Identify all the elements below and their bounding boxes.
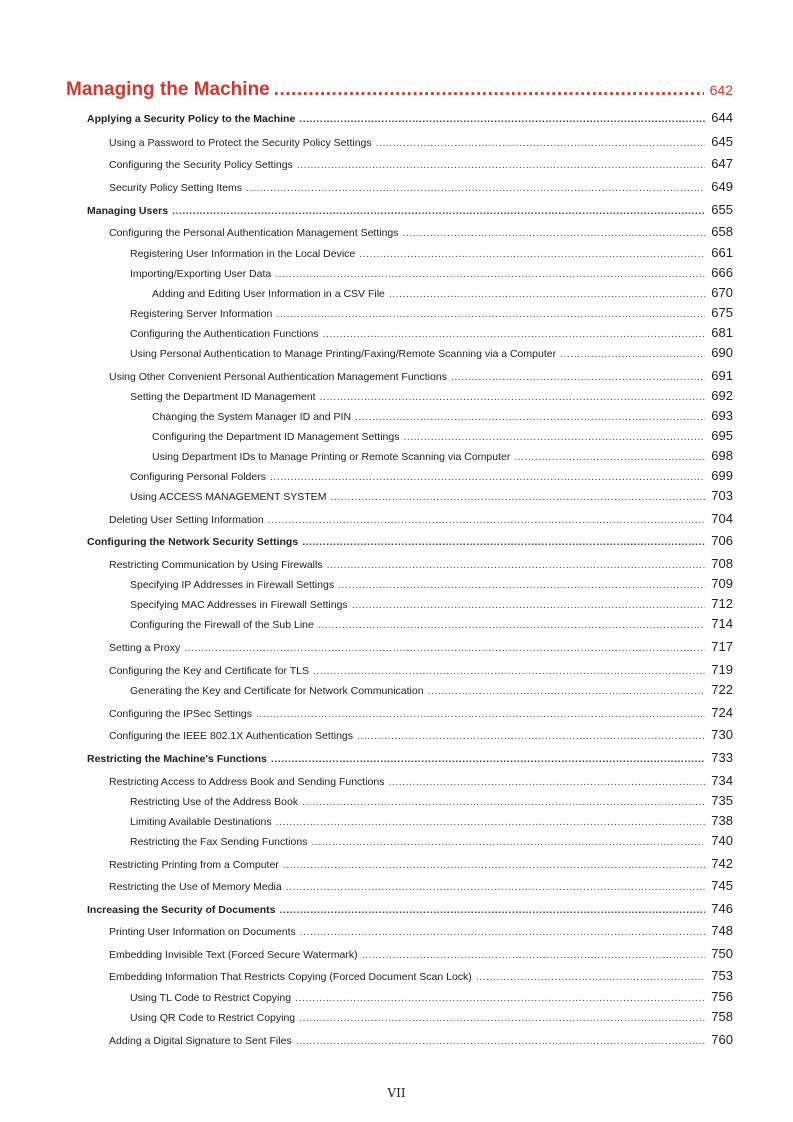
- dot-leader: [476, 971, 705, 983]
- toc-entry-page: 735: [711, 793, 733, 808]
- dot-leader: [357, 730, 705, 742]
- dot-leader: [323, 328, 706, 340]
- toc-entry-page: 760: [711, 1032, 733, 1047]
- toc-entry-title: Using ACCESS MANAGEMENT SYSTEM: [130, 491, 327, 503]
- toc-entry[interactable]: [130, 488, 733, 503]
- toc-entry[interactable]: [109, 773, 733, 788]
- toc-entry-title: Setting the Department ID Management: [130, 391, 316, 403]
- toc-entry[interactable]: [152, 285, 733, 300]
- toc-entry[interactable]: [130, 576, 733, 591]
- toc-entry-page: 690: [711, 345, 733, 360]
- toc-entry-title: Adding a Digital Signature to Sent Files: [109, 1035, 292, 1047]
- toc-entry[interactable]: [87, 202, 733, 217]
- toc-entry-title: Changing the System Manager ID and PIN: [152, 411, 352, 423]
- toc-entry[interactable]: [109, 878, 733, 893]
- dot-leader: [297, 159, 705, 171]
- toc-entry-page: 698: [711, 448, 733, 463]
- toc-entry-title: Restricting the Use of Memory Media: [109, 881, 282, 893]
- dot-leader: [296, 1035, 706, 1047]
- dot-leader: [276, 308, 705, 320]
- toc-entry[interactable]: [109, 705, 733, 720]
- page-number: VII: [387, 1086, 406, 1100]
- dot-leader: [268, 514, 706, 526]
- toc-entry-page: 661: [711, 245, 733, 260]
- toc-entry-title: Restricting the Machine's Functions: [87, 753, 267, 765]
- toc-entry-title: Managing Users: [87, 205, 169, 217]
- dot-leader: [299, 1012, 705, 1024]
- toc-entry-title: Restricting Access to Address Book and Sending Functions: [109, 776, 385, 788]
- dot-leader: [320, 391, 706, 403]
- toc-entry[interactable]: [152, 408, 733, 423]
- dot-leader: [338, 579, 705, 591]
- dot-leader: [318, 619, 705, 631]
- toc-entry-page: 750: [711, 946, 733, 961]
- toc-entry-page: 733: [711, 750, 733, 765]
- toc-entry-title: Adding and Editing User Information in a CSV File: [152, 288, 385, 300]
- dot-leader: [428, 685, 706, 697]
- dot-leader: [283, 859, 705, 871]
- toc-entry[interactable]: [109, 556, 733, 571]
- dot-leader: [295, 992, 705, 1004]
- toc-entry-title: Specifying MAC Addresses in Firewall Settings: [130, 599, 348, 611]
- toc-entry-title: Using TL Code to Restrict Copying: [130, 992, 292, 1004]
- toc-entry-page: 758: [711, 1009, 733, 1024]
- toc-entry-page: 756: [711, 989, 733, 1004]
- toc-entry[interactable]: [130, 989, 733, 1004]
- toc-entry-title: Using Department IDs to Manage Printing or Remote Scanning via Computer: [152, 451, 511, 463]
- toc-entry[interactable]: [87, 901, 733, 916]
- toc-entry-title: Configuring Personal Folders: [130, 471, 266, 483]
- dot-leader: [330, 491, 705, 503]
- toc-entry[interactable]: [87, 110, 733, 125]
- toc-entry[interactable]: [109, 511, 733, 526]
- toc-entry[interactable]: [130, 616, 733, 631]
- dot-leader: [300, 926, 706, 938]
- toc-entry-title: Restricting the Fax Sending Functions: [130, 836, 308, 848]
- dot-leader: [246, 182, 705, 194]
- toc-entry-page: 709: [711, 576, 733, 591]
- toc-entry-title: Configuring the Key and Certificate for TLS: [109, 665, 309, 677]
- toc-entry-page: 670: [711, 285, 733, 300]
- toc-entry-page: 692: [711, 388, 733, 403]
- toc-entry-title: Using Personal Authentication to Manage Printing/Faxing/Remote Scanning via a Computer: [130, 348, 557, 360]
- toc-entry-page: 693: [711, 408, 733, 423]
- dot-leader: [286, 881, 706, 893]
- toc-entry-page: 681: [711, 325, 733, 340]
- toc-entry-page: 742: [711, 856, 733, 871]
- toc-entry-page: 655: [711, 202, 733, 217]
- dot-leader: [352, 599, 706, 611]
- dot-leader: [451, 371, 705, 383]
- toc-entry[interactable]: [87, 533, 733, 548]
- toc-entry-title: Configuring the IEEE 802.1X Authentication Settings: [109, 730, 353, 742]
- toc-entry-title: Configuring the Network Security Settings: [87, 536, 299, 548]
- toc-entry-title: Restricting Communication by Using Firewalls: [109, 559, 323, 571]
- dot-leader: [274, 79, 704, 101]
- toc-entry[interactable]: [130, 468, 733, 483]
- toc-entry[interactable]: [109, 156, 733, 171]
- toc-entry-title: Printing User Information on Documents: [109, 926, 296, 938]
- dot-leader: [362, 949, 706, 961]
- dot-leader: [389, 288, 705, 300]
- toc-entry[interactable]: [130, 833, 733, 848]
- dot-leader: [279, 904, 705, 916]
- toc-entry-page: 714: [711, 616, 733, 631]
- toc-entry-title: Security Policy Setting Items: [109, 182, 243, 194]
- toc-entry-page: 740: [711, 833, 733, 848]
- toc-entry[interactable]: [109, 946, 733, 961]
- toc-entry-page: 745: [711, 878, 733, 893]
- toc-entry-page: 724: [711, 705, 733, 720]
- toc-entry-title: Embedding Invisible Text (Forced Secure Watermark): [109, 949, 358, 961]
- toc-entry[interactable]: [109, 923, 733, 938]
- toc-entry-page: 704: [711, 511, 733, 526]
- toc-entry[interactable]: [109, 727, 733, 742]
- dot-leader: [184, 642, 705, 654]
- toc-entry-page: 647: [711, 156, 733, 171]
- toc-entry-page: 708: [711, 556, 733, 571]
- toc-entry[interactable]: [130, 345, 733, 360]
- toc-entry-page: 644: [711, 110, 733, 125]
- toc-entry[interactable]: [130, 245, 733, 260]
- toc-entry-title: Configuring the Security Policy Settings: [109, 159, 293, 171]
- toc-entry-title: Using QR Code to Restrict Copying: [130, 1012, 296, 1024]
- dot-leader: [275, 268, 705, 280]
- toc-entry-title: Restricting Printing from a Computer: [109, 859, 279, 871]
- toc-entry-title: Deleting User Setting Information: [109, 514, 264, 526]
- toc-entry-page: 666: [711, 265, 733, 280]
- toc-entry-page: 695: [711, 428, 733, 443]
- toc-entry[interactable]: [109, 134, 733, 149]
- toc-entry-page: 703: [711, 488, 733, 503]
- toc-entry-title: Registering User Information in the Local Device: [130, 248, 356, 260]
- dot-leader: [311, 836, 705, 848]
- toc-entry-page: 717: [711, 639, 733, 654]
- toc-entry-title: Increasing the Security of Documents: [87, 904, 276, 916]
- toc-entry-page: 712: [711, 596, 733, 611]
- toc-entry[interactable]: [87, 750, 733, 765]
- dot-leader: [172, 205, 705, 217]
- toc-entry-page: 746: [711, 901, 733, 916]
- chapter-heading[interactable]: [66, 79, 733, 101]
- dot-leader: [514, 451, 705, 463]
- dot-leader: [302, 536, 705, 548]
- toc-entry-title: Configuring the IPSec Settings: [109, 708, 253, 720]
- dot-leader: [560, 348, 705, 360]
- toc-entry[interactable]: [109, 639, 733, 654]
- toc-entry-title: Specifying IP Addresses in Firewall Settings: [130, 579, 335, 591]
- toc-entry-page: 658: [711, 224, 733, 239]
- dot-leader: [403, 227, 706, 239]
- toc-entry-page: 675: [711, 305, 733, 320]
- dot-leader: [270, 471, 705, 483]
- dot-leader: [299, 113, 705, 125]
- toc-entry[interactable]: [109, 368, 733, 383]
- toc-entry-title: Configuring the Firewall of the Sub Line: [130, 619, 314, 631]
- dot-leader: [276, 816, 706, 828]
- toc-entry-page: 642: [709, 82, 733, 98]
- toc-entry[interactable]: [109, 179, 733, 194]
- dot-leader: [256, 708, 705, 720]
- toc-entry-title: Managing the Machine: [66, 79, 270, 100]
- toc-entry[interactable]: [130, 813, 733, 828]
- toc-entry-title: Using Other Convenient Personal Authentication Management Functions: [109, 371, 447, 383]
- toc-entry-title: Configuring the Department ID Management Settings: [152, 431, 400, 443]
- dot-leader: [313, 665, 705, 677]
- toc-entry-title: Importing/Exporting User Data: [130, 268, 272, 280]
- toc-entry[interactable]: [130, 682, 733, 697]
- toc-entry-title: Using a Password to Protect the Security Policy Settings: [109, 137, 372, 149]
- toc-entry[interactable]: [130, 1009, 733, 1024]
- toc-entry-title: Setting a Proxy: [109, 642, 181, 654]
- dot-leader: [327, 559, 706, 571]
- toc-entry[interactable]: [130, 596, 733, 611]
- toc-entry-page: 691: [711, 368, 733, 383]
- toc-entry-title: Applying a Security Policy to the Machine: [87, 113, 296, 125]
- dot-leader: [376, 137, 706, 149]
- toc-entry[interactable]: [109, 662, 733, 677]
- toc-entry-page: 753: [711, 968, 733, 983]
- toc-entry-title: Embedding Information That Restricts Copying (Forced Document Scan Lock): [109, 971, 472, 983]
- toc-entry-page: 730: [711, 727, 733, 742]
- toc-entry-page: 649: [711, 179, 733, 194]
- dot-leader: [271, 753, 705, 765]
- toc-entry[interactable]: [130, 325, 733, 340]
- toc-entry-title: Generating the Key and Certificate for Network Communication: [130, 685, 424, 697]
- toc-entry-page: 719: [711, 662, 733, 677]
- toc-entry-title: Limiting Available Destinations: [130, 816, 272, 828]
- toc-entry[interactable]: [109, 224, 733, 239]
- toc-entry-page: 722: [711, 682, 733, 697]
- toc-entry[interactable]: [109, 856, 733, 871]
- toc-entry-title: Configuring the Authentication Functions: [130, 328, 319, 340]
- dot-leader: [355, 411, 705, 423]
- dot-leader: [389, 776, 706, 788]
- dot-leader: [302, 796, 705, 808]
- toc-entry[interactable]: [109, 1032, 733, 1047]
- dot-leader: [403, 431, 705, 443]
- toc-entry-page: 699: [711, 468, 733, 483]
- toc-entry[interactable]: [130, 793, 733, 808]
- toc-entry-page: 734: [711, 773, 733, 788]
- toc-entry[interactable]: [152, 448, 733, 463]
- toc-entry-page: 738: [711, 813, 733, 828]
- toc-entry-page: 645: [711, 134, 733, 149]
- toc-entry-page: 748: [711, 923, 733, 938]
- toc-entry-title: Configuring the Personal Authentication Management Settings: [109, 227, 399, 239]
- toc-entry-title: Restricting Use of the Address Book: [130, 796, 299, 808]
- dot-leader: [359, 248, 705, 260]
- toc-entry-page: 706: [711, 533, 733, 548]
- toc-entry-title: Registering Server Information: [130, 308, 273, 320]
- toc-entry[interactable]: [130, 265, 733, 280]
- toc-entry[interactable]: [109, 968, 733, 983]
- toc-entry[interactable]: [130, 388, 733, 403]
- toc-entry[interactable]: [130, 305, 733, 320]
- toc-entry[interactable]: [152, 428, 733, 443]
